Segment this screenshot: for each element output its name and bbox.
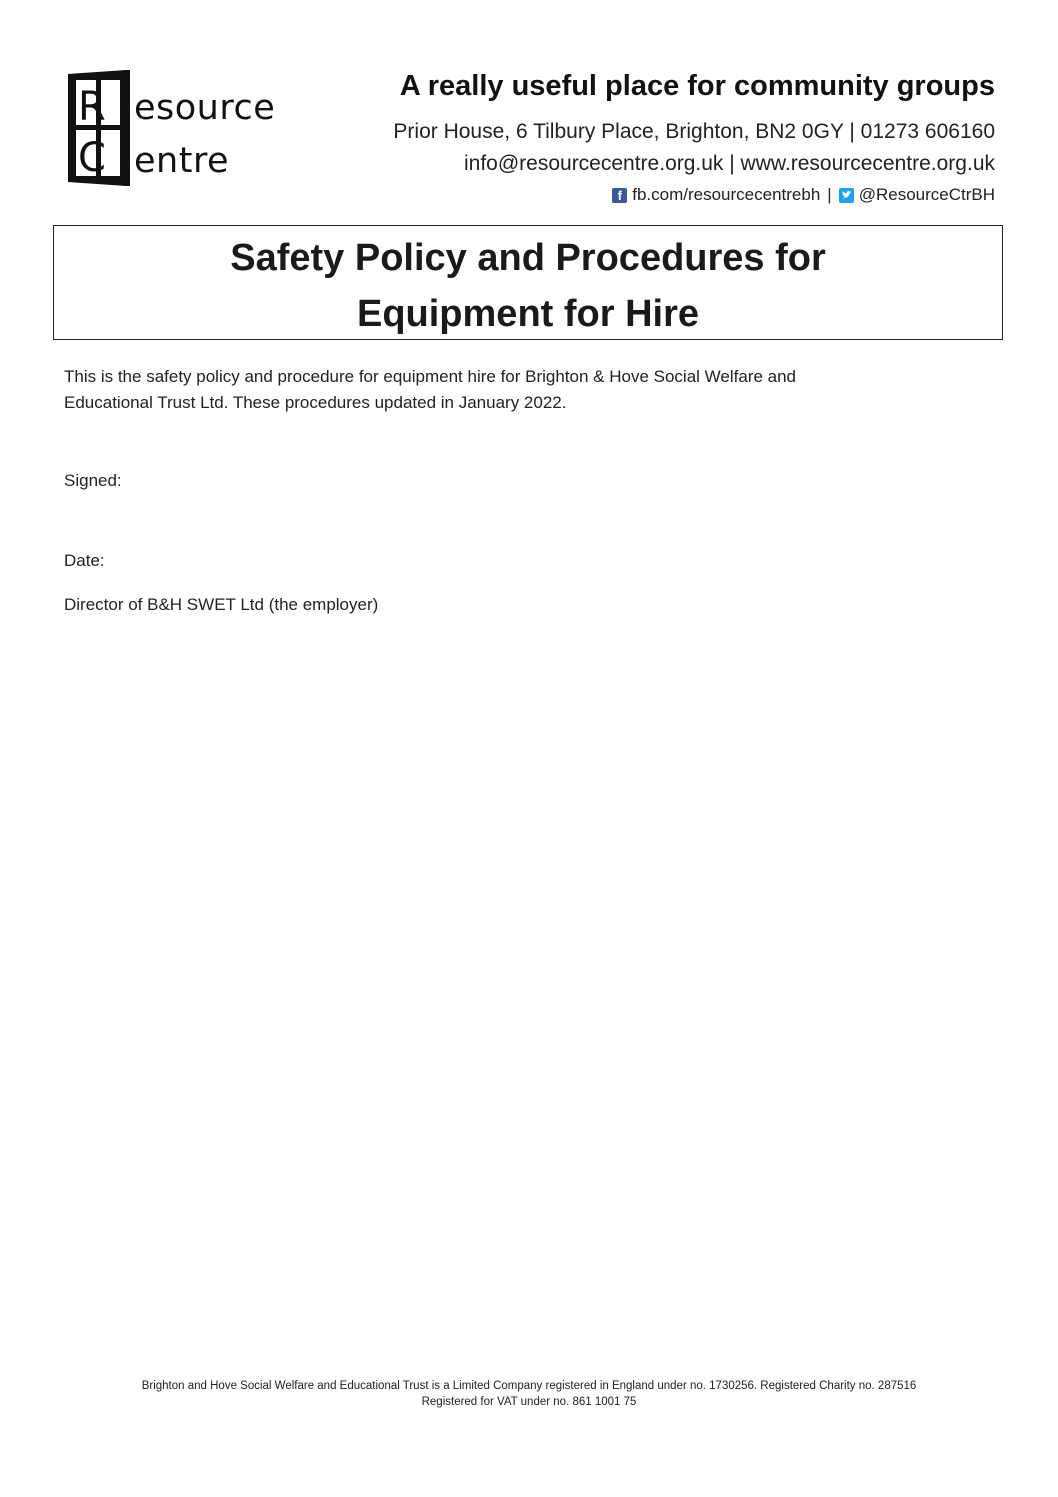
twitter-handle[interactable]: @ResourceCtrBH [858,185,995,204]
email-web-line[interactable]: info@resourcecentre.org.uk | www.resourcecentre.org.uk [463,152,995,175]
tagline: A really useful place for community groups [399,70,995,102]
director-line: Director of B&H SWET Ltd (the employer) [64,595,379,614]
intro-line-1: This is the safety policy and procedure for equipment hire for Brighton & Hove Social Welfare and [64,367,797,386]
footer-vat: Registered for VAT under no. 861 1001 75 [421,1396,637,1408]
document-title-box [53,225,1003,340]
signed-label: Signed: [64,471,122,490]
document-title-line-1: Safety Policy and Procedures for [230,237,826,279]
logo-word-top: esource [134,88,276,128]
footer-registration: Brighton and Hove Social Welfare and Educational Trust is a Limited Company registered in England under no. 1730256. Registered Charity no. 287516 [141,1380,917,1392]
intro-paragraph [64,364,964,416]
facebook-link[interactable]: fb.com/resourcecentrebh [632,185,821,204]
address-line: Prior House, 6 Tilbury Place, Brighton, BN2 0GY | 01273 606160 [393,120,995,143]
twitter-icon [839,188,854,203]
social-separator: | [827,185,832,204]
social-links [612,185,995,205]
resource-centre-logo [66,70,296,190]
svg-text:R: R [78,84,106,130]
logo-word-bottom: entre [134,141,230,181]
facebook-icon: f [612,188,627,203]
intro-line-2: Educational Trust Ltd. These procedures updated in January 2022. [64,393,567,412]
svg-text:C: C [78,135,106,181]
document-title-line-2: Equipment for Hire [356,293,700,335]
date-label: Date: [64,551,105,570]
